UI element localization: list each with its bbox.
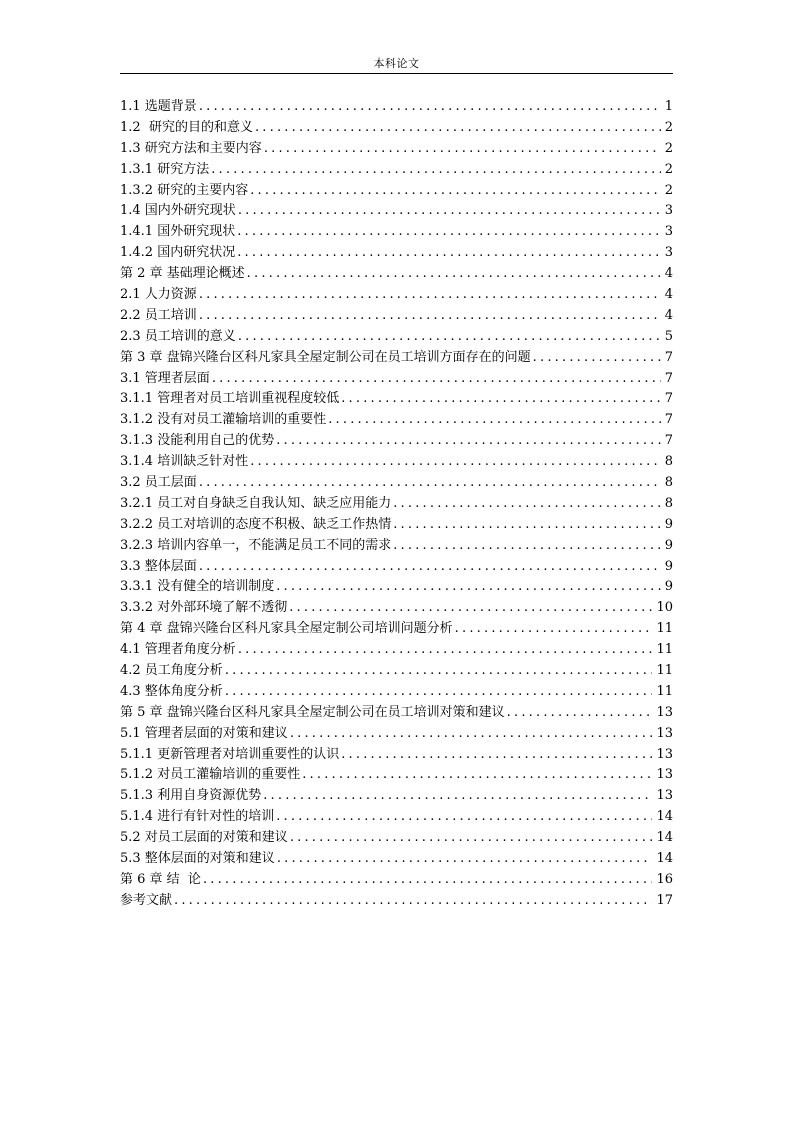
toc-entry-title: 3.1 管理者层面 xyxy=(120,370,210,386)
toc-dot-leader xyxy=(276,807,652,828)
toc-entry-title: 5.1.1 更新管理者对培训重要性的认识 xyxy=(120,746,340,762)
table-of-contents xyxy=(120,97,673,912)
toc-entry[interactable] xyxy=(120,640,673,661)
toc-entry-title: 2.2 员工培训 xyxy=(120,307,197,323)
toc-entry-title: 3.3 整体层面 xyxy=(120,558,197,574)
toc-dot-leader xyxy=(276,431,661,452)
toc-entry-title: 3.1.3 没能利用自己的优势 xyxy=(120,433,275,449)
toc-entry[interactable] xyxy=(120,536,673,557)
toc-entry-page-number: 4 xyxy=(664,266,673,282)
toc-dot-leader xyxy=(455,619,653,640)
toc-entry[interactable] xyxy=(120,306,673,327)
toc-entry[interactable] xyxy=(120,766,673,787)
toc-dot-leader xyxy=(237,222,661,243)
toc-dot-leader xyxy=(255,118,661,139)
toc-dot-leader xyxy=(250,452,661,473)
toc-entry[interactable] xyxy=(120,682,673,703)
toc-entry[interactable] xyxy=(120,870,673,891)
toc-entry[interactable] xyxy=(120,703,673,724)
toc-dot-leader xyxy=(328,410,661,431)
toc-entry[interactable] xyxy=(120,160,673,181)
toc-dot-leader xyxy=(393,515,661,536)
toc-entry-page-number: 3 xyxy=(664,224,673,240)
toc-entry-page-number: 9 xyxy=(664,537,673,553)
toc-entry-title: 第 5 章 盘锦兴隆台区科凡家具全屋定制公司在员工培训对策和建议 xyxy=(120,704,505,720)
toc-entry-page-number: 11 xyxy=(656,642,673,658)
toc-entry-page-number: 11 xyxy=(656,621,673,637)
toc-entry-page-number: 11 xyxy=(656,683,673,699)
toc-dot-leader xyxy=(290,828,653,849)
toc-entry-title: 3.3.1 没有健全的培训制度 xyxy=(120,579,275,595)
toc-entry-title: 1.3.1 研究方法 xyxy=(120,161,210,177)
toc-entry-title: 1.3.2 研究的主要内容 xyxy=(120,182,249,198)
toc-entry-title: 1.1 选题背景 xyxy=(120,98,197,114)
toc-entry[interactable] xyxy=(120,118,673,139)
toc-entry-title: 1.4 国内外研究现状 xyxy=(120,203,236,219)
toc-entry-title: 3.1.2 没有对员工灌输培训的重要性 xyxy=(120,412,327,428)
toc-dot-leader xyxy=(393,494,661,515)
toc-entry-page-number: 8 xyxy=(664,495,673,511)
toc-entry-page-number: 2 xyxy=(664,182,673,198)
toc-entry-title: 5.1.4 进行有针对性的培训 xyxy=(120,809,275,825)
toc-entry[interactable] xyxy=(120,807,673,828)
toc-entry[interactable] xyxy=(120,557,673,578)
toc-entry-title: 4.1 管理者角度分析 xyxy=(120,642,236,658)
toc-entry-page-number: 7 xyxy=(664,349,673,365)
toc-dot-leader xyxy=(203,870,653,891)
toc-entry-title: 5.2 对员工层面的对策和建议 xyxy=(120,830,288,846)
toc-entry-title: 1.4.2 国内研究状况 xyxy=(120,245,236,261)
toc-entry-title: 第 4 章 盘锦兴隆台区科凡家具全屋定制公司培训问题分析 xyxy=(120,621,453,637)
toc-entry-page-number: 5 xyxy=(664,328,673,344)
toc-entry-title: 3.2.3 培训内容单一，不能满足员工不同的需求 xyxy=(120,537,392,553)
toc-entry[interactable] xyxy=(120,661,673,682)
toc-dot-leader xyxy=(225,661,653,682)
toc-entry[interactable] xyxy=(120,577,673,598)
toc-entry-title: 3.2.1 员工对自身缺乏自我认知、缺乏应用能力 xyxy=(120,495,392,511)
toc-entry[interactable] xyxy=(120,181,673,202)
toc-entry-page-number: 2 xyxy=(664,161,673,177)
toc-entry[interactable] xyxy=(120,619,673,640)
toc-entry-page-number: 1 xyxy=(664,98,673,114)
toc-entry[interactable] xyxy=(120,473,673,494)
toc-entry[interactable] xyxy=(120,891,673,912)
toc-entry[interactable] xyxy=(120,201,673,222)
toc-dot-leader xyxy=(533,348,661,369)
toc-entry[interactable] xyxy=(120,264,673,285)
toc-entry-title: 3.1.1 管理者对员工培训重视程度较低 xyxy=(120,391,340,407)
toc-dot-leader xyxy=(341,745,652,766)
toc-dot-leader xyxy=(247,264,661,285)
toc-entry-page-number: 8 xyxy=(664,475,673,491)
toc-entry-title: 2.3 员工培训的意义 xyxy=(120,328,236,344)
toc-entry[interactable] xyxy=(120,97,673,118)
toc-entry-page-number: 13 xyxy=(656,788,673,804)
toc-entry[interactable] xyxy=(120,348,673,369)
toc-entry-title: 第 3 章 盘锦兴隆台区科凡家具全屋定制公司在员工培训方面存在的问题 xyxy=(120,349,531,365)
toc-dot-leader xyxy=(199,557,661,578)
toc-entry[interactable] xyxy=(120,410,673,431)
toc-dot-leader xyxy=(276,577,661,598)
toc-entry-page-number: 4 xyxy=(664,307,673,323)
toc-entry-title: 4.2 员工角度分析 xyxy=(120,663,223,679)
toc-entry-page-number: 9 xyxy=(664,579,673,595)
toc-entry[interactable] xyxy=(120,139,673,160)
toc-dot-leader xyxy=(290,724,653,745)
toc-entry[interactable] xyxy=(120,745,673,766)
toc-dot-leader xyxy=(199,306,661,327)
toc-entry[interactable] xyxy=(120,431,673,452)
toc-dot-leader xyxy=(238,201,661,222)
toc-entry[interactable] xyxy=(120,494,673,515)
toc-entry-page-number: 14 xyxy=(656,830,673,846)
toc-entry-title: 4.3 整体角度分析 xyxy=(120,683,223,699)
toc-entry-page-number: 13 xyxy=(656,767,673,783)
toc-entry-title: 2.1 人力资源 xyxy=(120,287,197,302)
toc-entry-title: 5.1.3 利用自身资源优势 xyxy=(120,788,262,804)
toc-entry-page-number: 3 xyxy=(664,245,673,261)
toc-entry-title: 第 6 章 结 论 xyxy=(120,871,201,887)
toc-entry[interactable] xyxy=(120,452,673,473)
toc-entry-title: 1.2 研究的目的和意义 xyxy=(120,119,253,135)
toc-dot-leader xyxy=(174,891,652,912)
toc-entry-page-number: 17 xyxy=(656,892,673,908)
toc-entry-page-number: 9 xyxy=(664,516,673,532)
toc-entry-title: 1.3 研究方法和主要内容 xyxy=(120,140,262,156)
toc-entry-title: 5.3 整体层面的对策和建议 xyxy=(120,851,275,867)
page-header: 本科论文 xyxy=(373,57,420,70)
toc-entry-page-number: 10 xyxy=(656,600,673,616)
toc-entry-page-number: 4 xyxy=(664,287,673,302)
toc-entry-page-number: 7 xyxy=(664,412,673,428)
toc-entry[interactable] xyxy=(120,598,673,619)
toc-entry[interactable] xyxy=(120,285,673,306)
toc-entry-page-number: 2 xyxy=(664,119,673,135)
toc-dot-leader xyxy=(341,389,661,410)
toc-entry-title: 1.4.1 国外研究现状 xyxy=(120,224,236,240)
toc-entry-page-number: 13 xyxy=(656,725,673,741)
toc-entry[interactable] xyxy=(120,828,673,849)
toc-dot-leader xyxy=(277,849,653,870)
toc-entry-title: 3.1.4 培训缺乏针对性 xyxy=(120,454,249,470)
toc-entry-page-number: 8 xyxy=(664,454,673,470)
toc-entry[interactable] xyxy=(120,369,673,390)
toc-dot-leader xyxy=(211,160,661,181)
toc-dot-leader xyxy=(199,285,661,306)
header-divider xyxy=(120,73,673,74)
toc-entry[interactable] xyxy=(120,222,673,243)
toc-entry[interactable] xyxy=(120,849,673,870)
toc-entry-page-number: 9 xyxy=(664,558,673,574)
toc-entry-title: 第 2 章 基础理论概述 xyxy=(120,266,245,282)
toc-dot-leader xyxy=(212,369,661,390)
toc-entry-page-number: 7 xyxy=(664,370,673,386)
toc-entry-title: 3.2.2 员工对培训的态度不积极、缺乏工作热情 xyxy=(120,516,392,532)
toc-entry-title: 5.1 管理者层面的对策和建议 xyxy=(120,725,288,741)
toc-entry-title: 参考文献 xyxy=(120,892,173,908)
toc-entry-title: 3.2 员工层面 xyxy=(120,475,197,491)
toc-entry-title: 3.3.2 对外部环境了解不透彻 xyxy=(120,600,288,616)
toc-dot-leader xyxy=(199,473,661,494)
toc-dot-leader xyxy=(263,786,652,807)
toc-dot-leader xyxy=(393,536,661,557)
toc-dot-leader xyxy=(237,243,661,264)
toc-entry-page-number: 11 xyxy=(656,663,673,679)
toc-dot-leader xyxy=(238,327,661,348)
toc-entry[interactable] xyxy=(120,327,673,348)
toc-dot-leader xyxy=(199,97,661,118)
toc-entry-page-number: 16 xyxy=(656,871,673,887)
toc-dot-leader xyxy=(302,766,652,787)
toc-entry-page-number: 3 xyxy=(664,203,673,219)
toc-entry[interactable] xyxy=(120,724,673,745)
toc-entry[interactable] xyxy=(120,515,673,536)
toc-entry-page-number: 14 xyxy=(656,809,673,825)
toc-dot-leader xyxy=(250,181,661,202)
toc-entry[interactable] xyxy=(120,786,673,807)
toc-entry[interactable] xyxy=(120,389,673,410)
toc-entry-page-number: 14 xyxy=(656,851,673,867)
toc-dot-leader xyxy=(289,598,652,619)
toc-dot-leader xyxy=(507,703,653,724)
toc-entry-page-number: 2 xyxy=(664,140,673,156)
toc-entry-page-number: 7 xyxy=(664,433,673,449)
toc-dot-leader xyxy=(264,139,661,160)
toc-entry-title: 5.1.2 对员工灌输培训的重要性 xyxy=(120,767,301,783)
toc-entry-page-number: 13 xyxy=(656,704,673,720)
toc-dot-leader xyxy=(225,682,653,703)
toc-entry[interactable] xyxy=(120,243,673,264)
toc-dot-leader xyxy=(238,640,653,661)
toc-entry-page-number: 7 xyxy=(664,391,673,407)
toc-entry-page-number: 13 xyxy=(656,746,673,762)
